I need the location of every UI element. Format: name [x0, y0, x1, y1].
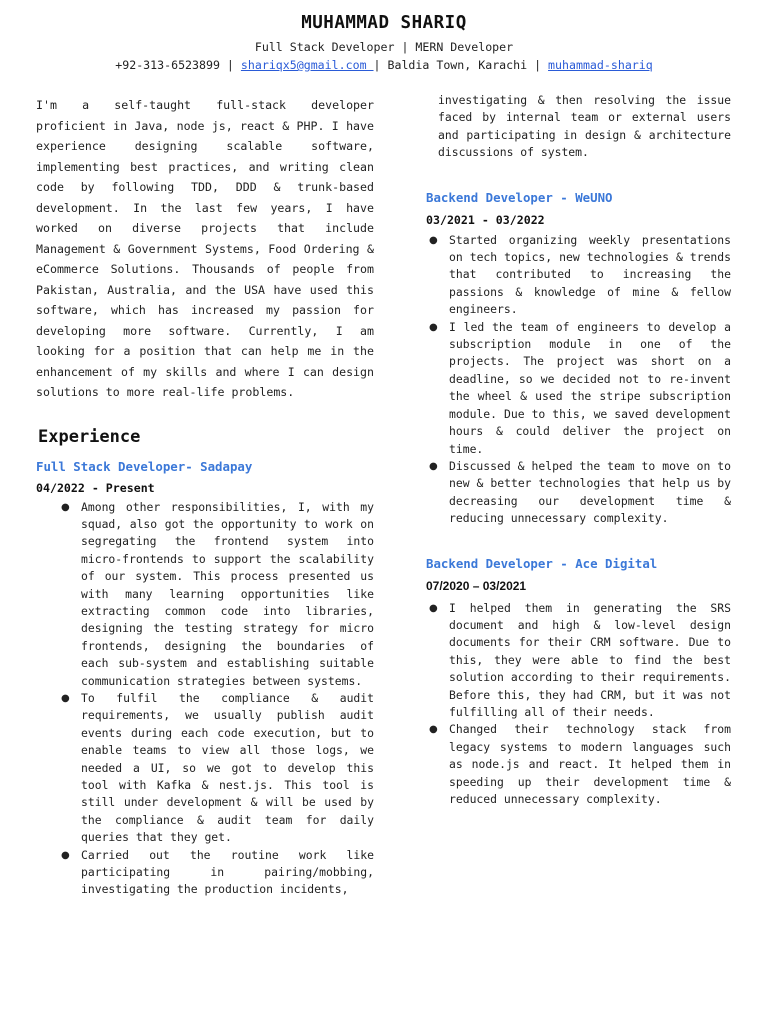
bullet-dot-icon: ●: [61, 692, 70, 704]
bullet-item: ● Discussed & helped the team to move on to new & better technologies that help us by decreasing our development time & reducing unnecessary complexity.: [429, 458, 731, 526]
candidate-name: MUHAMMAD SHARIQ: [301, 13, 467, 33]
job-entry: [426, 188, 731, 528]
location-text: | Baldia Town, Karachi |: [373, 58, 549, 72]
bullet-dot-icon: ●: [61, 501, 70, 513]
job-bullet-list: [61, 499, 374, 899]
bullet-dot-icon: ●: [429, 724, 438, 736]
job-entry: [426, 554, 731, 809]
bullet-dot-icon: ●: [429, 321, 438, 333]
bullet-item: ● To fulfil the compliance & audit requirements, we usually publish audit events during each code execution, but to enable teams to view all those logs, we needed a UI, so we got to develop this tool with Kafka & nest.js. This tool is still under development & will be used by the compliance & audit team for daily queries that they get.: [61, 690, 374, 845]
candidate-title: Full Stack Developer | MERN Developer: [254, 40, 514, 54]
github-link[interactable]: muhammad-shariq: [548, 58, 653, 72]
job-title: Backend Developer - WeUNO: [426, 189, 613, 205]
experience-heading: Experience: [38, 426, 141, 447]
bullet-item: ● Carried out the routine work like participating in pairing/mobbing, investigating the production incidents,: [61, 847, 374, 897]
job-bullet-list: [429, 600, 731, 809]
bullet-continuation: investigating & then resolving the issue faced by internal team or external users and participating in design & architecture discussions of system.: [438, 93, 731, 160]
bullet-dot-icon: ●: [429, 460, 438, 472]
bullet-dot-icon: ●: [429, 234, 438, 246]
phone-number: +92-313-6523899: [115, 58, 220, 72]
contact-line: [0, 57, 768, 73]
left-column: [36, 95, 374, 899]
bullet-item: ● I helped them in generating the SRS document and high & low-level design documents for their CRM software. Due to this, they were able to find the best solution according to their requirements. Before this, they had CRM, but it was not fulfilling all of their needs.: [429, 600, 731, 719]
job-dates: 04/2022 - Present: [36, 480, 155, 495]
email-link[interactable]: shariqx5@gmail.com: [240, 58, 374, 72]
job-dates: 03/2021 - 03/2022: [426, 212, 545, 227]
right-column: [426, 92, 731, 808]
bullet-dot-icon: ●: [61, 849, 70, 861]
summary-paragraph: I'm a self-taught full-stack developer proficient in Java, node js, react & PHP. I have experience designing scalable software, implementing best practices, and writing clean code by following TDD, DDD & trunk-based development. In the last few years, I have worked on diverse projects that include Management & Government Systems, Food Ordering & eCommerce Solutions. Thousands of people from Pakistan, Australia, and the USA have used this software, which has increased my passion for developing more software. Currently, I am looking for a position that can help me in the enhancement of my skills and where I can design solutions to more real-life problems.: [36, 98, 374, 399]
job-title: Full Stack Developer- Sadapay: [36, 458, 253, 474]
job-title: Backend Developer - Ace Digital: [426, 555, 658, 571]
bullet-item: ● Changed their technology stack from legacy systems to modern languages such as node.js and react. It helped them in speeding up their development time & reduced unnecessary complexity.: [429, 722, 731, 806]
bullet-item: ● Among other responsibilities, I, with my squad, also got the opportunity to work on segregating the frontend system into micro-frontends to support the scalability of our system. This process presented us with many learning opportunities like extracting common code into libraries, designing the testing strategy for micro frontends, designing the boundaries of each sub-system and establishing suitable communication strategies between systems.: [61, 499, 374, 688]
bullet-item: ● I led the team of engineers to develop a subscription module in one of the projects. The project was short on a deadline, so we decided not to re-invent the wheel & used the stripe subscription module. Due to this, we saved development hours & could deliver the project on time.: [429, 319, 731, 456]
bullet-item: ● Started organizing weekly presentations on tech topics, new technologies & trends that contributed to increasing the passions & knowledge of mine & fellow engineers.: [429, 232, 731, 317]
job-dates: 07/2020 – 03/2021: [426, 578, 527, 593]
bullet-dot-icon: ●: [429, 602, 438, 614]
resume-header: [0, 12, 768, 73]
job-entry: [36, 457, 374, 899]
separator: |: [219, 58, 241, 72]
job-bullet-list: [429, 232, 731, 528]
